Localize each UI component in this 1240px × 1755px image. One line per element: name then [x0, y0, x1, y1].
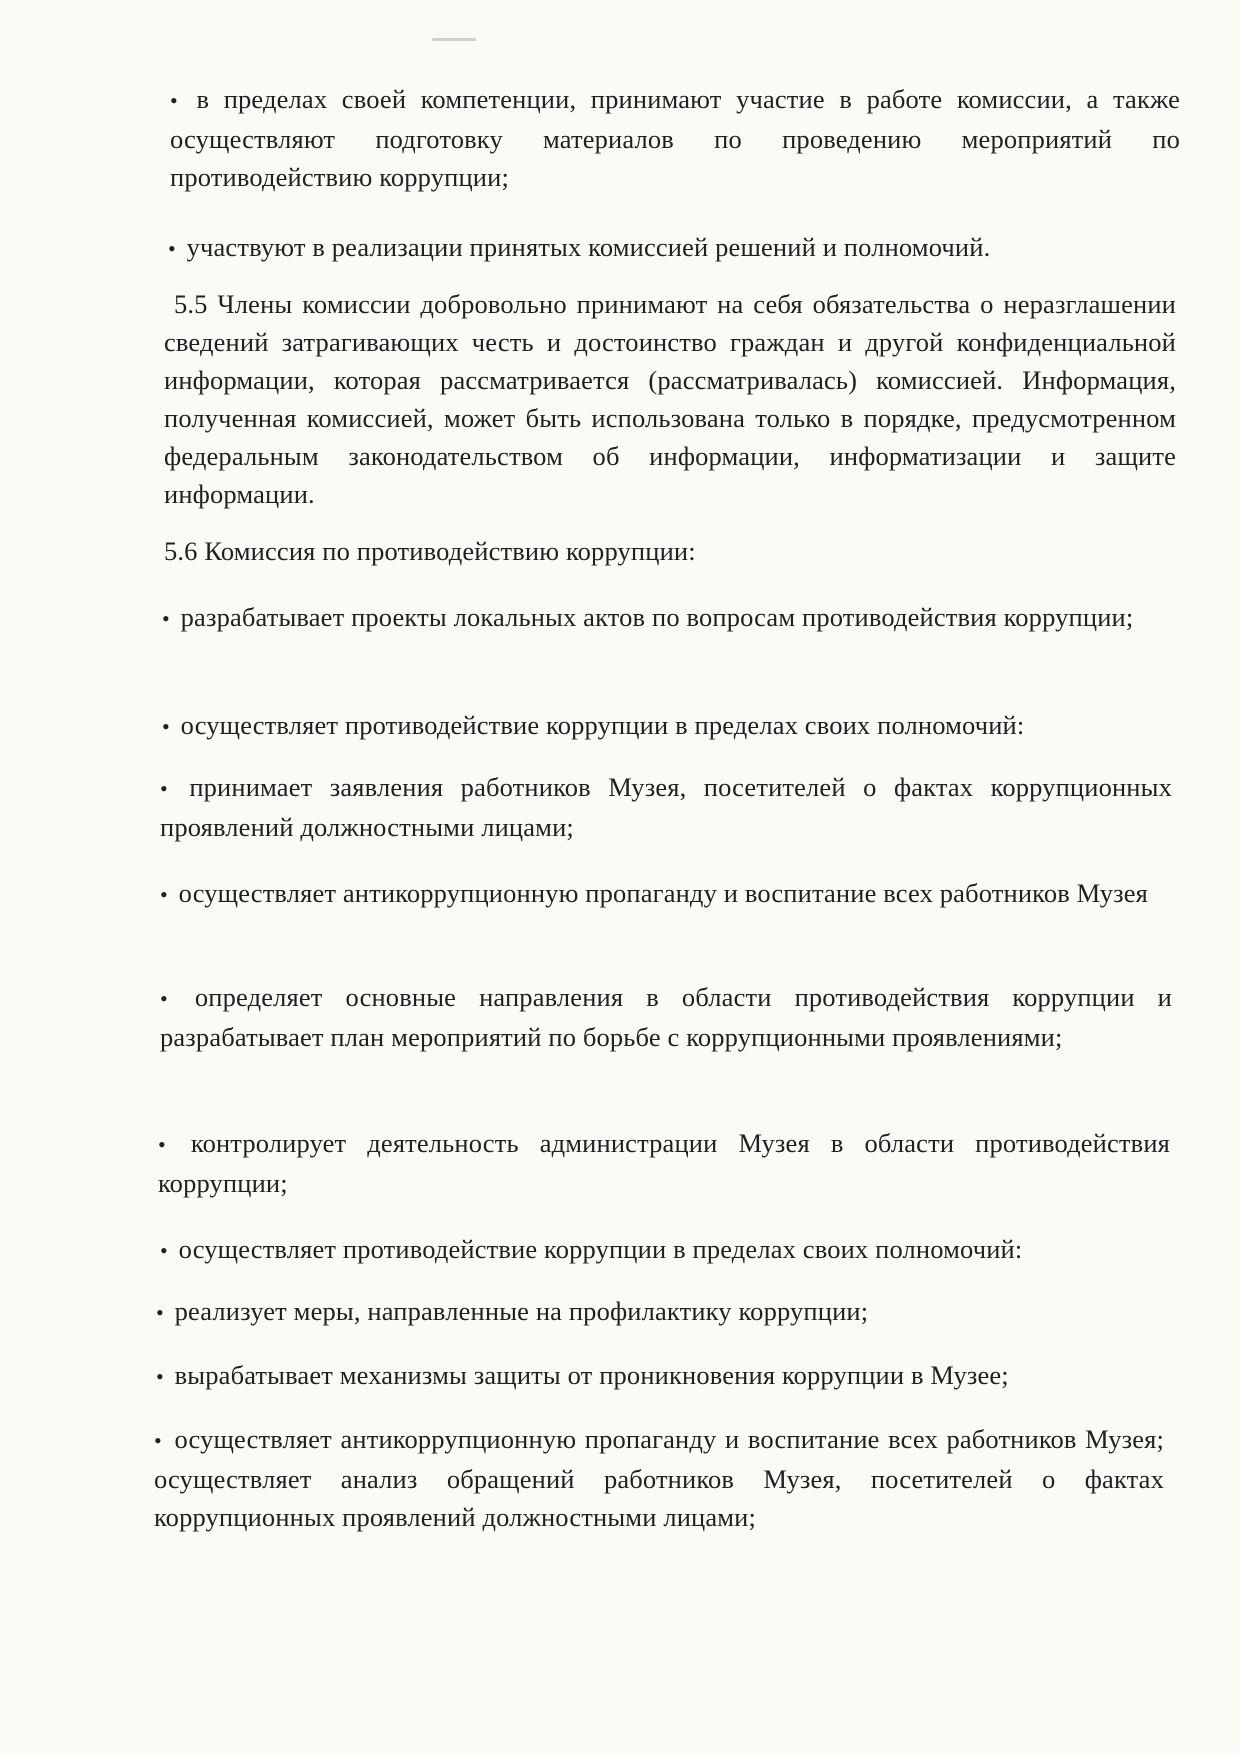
paragraph-8 [158, 1124, 1170, 1202]
paragraph-12 [154, 1420, 1164, 1536]
paragraph-text: принимает заявления работников Музея, посетителей о фактах коррупционных проявлений должностными лицами; [160, 772, 1172, 842]
bullet-icon: • [160, 1238, 168, 1263]
paragraph-4 [162, 706, 1174, 746]
paragraph-9 [160, 1230, 1172, 1270]
paragraph-5-6-heading [164, 532, 1174, 570]
paragraph-text: 5.5 Члены комиссии добровольно принимают на себя обязательства о неразглашении сведений затрагивающих честь и достоинство граждан и другой конфиденциальной информации, которая рассматривается (рассматривалась) комиссией. Информация, полученная комиссией, может быть использована только в порядке, предусмотренном федеральным законодательством об информации, информатизации и защите информации. [164, 289, 1176, 509]
paragraph-5-5 [164, 285, 1176, 513]
paragraph-text: в пределах своей компетенции, принимают участие в работе комиссии, а также осуществляют подготовку материалов по проведению мероприятий по противодействию коррупции; [170, 84, 1180, 192]
paragraph-text: осуществляет антикоррупционную пропаганду и воспитание всех работников Музея [178, 878, 1148, 908]
scan-mark [432, 38, 476, 41]
bullet-icon: • [168, 236, 176, 261]
paragraph-text: осуществляет антикоррупционную пропаганду и воспитание всех работников Музея; осуществляет анализ обращений работников Музея, посетителей о фактах коррупционных проявлений должностными лицами; [154, 1424, 1164, 1532]
paragraph-text: определяет основные направления в области противодействия коррупции и разрабатывает план мероприятий по борьбе с коррупционными проявлениями; [160, 982, 1173, 1052]
bullet-icon: • [156, 1364, 164, 1389]
bullet-icon: • [156, 1300, 164, 1325]
paragraph-10 [156, 1292, 1168, 1332]
paragraph-text: контролирует деятельность администрации Музея в области противодействия коррупции; [158, 1128, 1170, 1198]
bullet-icon: • [158, 1132, 166, 1157]
bullet-icon: • [162, 606, 170, 631]
paragraph-7 [160, 978, 1172, 1056]
paragraph-3 [162, 598, 1174, 638]
paragraph-text: разрабатывает проекты локальных актов по вопросам противодействия коррупции; [180, 602, 1134, 632]
paragraph-text: 5.6 Комиссия по противодействию коррупции: [164, 536, 696, 566]
bullet-icon: • [160, 986, 168, 1011]
paragraph-text: осуществляет противодействие коррупции в пределах своих полномочий: [180, 710, 1025, 740]
paragraph-11 [156, 1356, 1168, 1396]
paragraph-text: реализует меры, направленные на профилактику коррупции; [174, 1296, 869, 1326]
paragraph-text: осуществляет противодействие коррупции в пределах своих полномочий: [178, 1234, 1023, 1264]
bullet-icon: • [170, 88, 178, 113]
bullet-icon: • [160, 776, 168, 801]
bullet-icon: • [154, 1428, 162, 1453]
paragraph-text: вырабатывает механизмы защиты от проникновения коррупции в Музее; [174, 1360, 1009, 1390]
paragraph-2 [168, 228, 1178, 268]
bullet-icon: • [160, 882, 168, 907]
bullet-icon: • [162, 714, 170, 739]
paragraph-text: участвуют в реализации принятых комиссией решений и полномочий. [186, 232, 991, 262]
paragraph-6 [160, 874, 1172, 914]
paragraph-5 [160, 768, 1172, 846]
paragraph-1 [170, 80, 1180, 196]
